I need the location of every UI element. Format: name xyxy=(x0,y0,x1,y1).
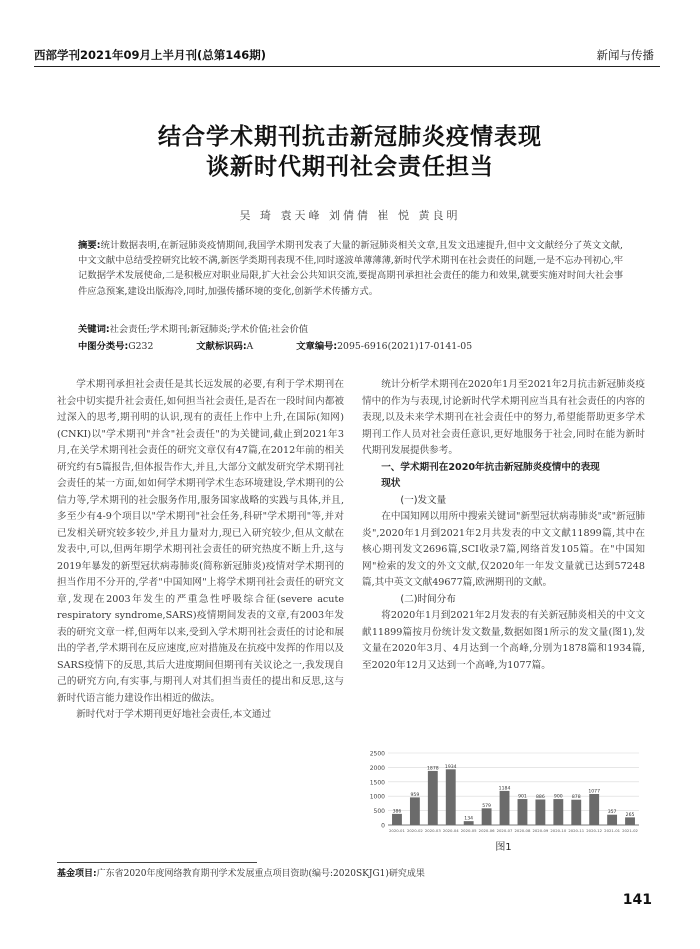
left-column xyxy=(57,377,344,724)
bar-data-label: 900 xyxy=(553,794,563,800)
article-number-value: 2095-6916(2021)17-0141-05 xyxy=(337,341,473,352)
funding-note xyxy=(57,866,425,879)
x-tick-label: 2020-03 xyxy=(424,828,441,833)
doc-code-label: 文献标识码: xyxy=(196,341,247,352)
bar-data-label: 901 xyxy=(518,794,527,800)
x-tick-label: 2020-05 xyxy=(460,828,477,833)
x-tick-label: 2020-10 xyxy=(550,828,567,833)
article-number-label: 文章编号: xyxy=(296,341,338,352)
journal-header: 西部学刊2021年09月上半月刊(总第146期) xyxy=(34,48,267,62)
chart-bar xyxy=(607,815,617,825)
x-tick-label: 2020-01 xyxy=(389,828,405,833)
page-number: 141 xyxy=(622,892,652,908)
doc-code-value: A xyxy=(246,341,254,352)
y-tick-label: 1500 xyxy=(369,779,385,787)
y-tick-label: 2500 xyxy=(369,750,385,758)
chart-bar xyxy=(535,799,545,825)
clc-value: G232 xyxy=(128,341,154,352)
chart-bar xyxy=(446,769,456,825)
bar-data-label: 886 xyxy=(536,794,545,800)
chart-bar xyxy=(410,797,420,825)
abstract xyxy=(78,238,623,299)
figure-1-chart xyxy=(362,747,645,847)
x-tick-label: 2020-11 xyxy=(568,828,585,833)
bar-data-label: 1077 xyxy=(588,789,601,795)
header-rule xyxy=(34,66,660,67)
chart-bar xyxy=(589,794,599,825)
bar-data-label: 1184 xyxy=(498,786,511,792)
bar-data-label: 959 xyxy=(410,792,420,798)
keywords-text: 社会责任;学术期刊;新冠肺炎;学术价值;社会价值 xyxy=(109,324,309,335)
y-tick-label: 500 xyxy=(373,808,385,816)
body-paragraph: 在中国知网以用所中搜索关键词"新型冠状病毒肺炎"或"新冠肺炎",2020年1月到2021年2月共发表的中文文献11899篇,其中在核心期刊发文2696篇,SCI收录7篇,网络首发105篇。在"中国知网"检索的发文的外文文献,仅2020年一年发文量就已达到57248篇,其中英文文献49677篇,欧洲期刊的文献。 xyxy=(362,511,645,588)
abstract-label: 摘要: xyxy=(78,240,101,251)
chart-bar xyxy=(392,814,402,825)
x-tick-label: 2020-12 xyxy=(586,828,603,833)
x-tick-label: 2020-09 xyxy=(532,828,549,833)
body-paragraph: 统计分析学术期刊在2020年1月至2021年2月抗击新冠肺炎疫情中的作为与表现,讨论新时代学术期刊应当具有社会责任的内容的表现,以及未来学术期刊在社会责任中的努力,希望能帮助更多学术期刊工作人员对社会责任意识,更好地服务于社会,同时在能为新时代期刊发展提供参考。 xyxy=(362,379,645,456)
x-tick-label: 2020-07 xyxy=(496,828,513,833)
chart-bar xyxy=(518,799,528,825)
subsection-heading: (一)发文量 xyxy=(400,494,447,506)
chart-bar xyxy=(482,808,492,825)
chart-bar xyxy=(571,800,581,825)
section-header: 新闻与传播 xyxy=(596,48,654,62)
classification-line xyxy=(78,338,623,352)
section-heading-text: 一、学术期刊在2020年抗击新冠肺炎疫情中的表现 xyxy=(381,461,600,473)
chart-bar xyxy=(500,791,510,825)
y-tick-label: 1000 xyxy=(369,793,385,801)
footnote-rule xyxy=(57,862,257,863)
bar-data-label: 878 xyxy=(571,795,581,801)
right-column xyxy=(362,377,645,674)
article-title-line-2: 谈新时代期刊社会责任担当 xyxy=(206,154,494,180)
article-title-line-1: 结合学术期刊抗击新冠肺炎疫情表现 xyxy=(158,124,542,150)
bar-data-label: 357 xyxy=(607,810,617,816)
funding-text: 广东省2020年度网络教育期刊学术发展重点项目资助(编号:2020SKJG1)研究成果 xyxy=(96,869,425,879)
bar-data-label: 386 xyxy=(392,809,402,815)
bar-data-label: 265 xyxy=(625,812,635,818)
chart-bar xyxy=(625,817,635,825)
body-paragraph: 将2020年1月到2021年2月发表的有关新冠肺炎相关的中文文献11899篇按月份统计发文数量,数据如图1所示的发文量(图1),发文量在2020年3月、4月达到一个高峰,分别为1878篇和1934篇,至2020年12月又达到一个高峰,为1077篇。 xyxy=(362,610,645,671)
bar-data-label: 134 xyxy=(464,816,474,822)
x-tick-label: 2020-06 xyxy=(478,828,495,833)
x-tick-label: 2020-04 xyxy=(442,828,459,833)
keywords xyxy=(78,321,623,335)
funding-label: 基金项目: xyxy=(57,869,97,879)
x-tick-label: 2020-02 xyxy=(406,828,423,833)
keywords-label: 关键词: xyxy=(78,324,110,335)
x-tick-label: 2020-08 xyxy=(514,828,531,833)
chart-bar xyxy=(428,771,438,825)
section-heading-tail: 现状 xyxy=(381,478,401,489)
y-tick-label: 2000 xyxy=(369,764,385,772)
section-heading xyxy=(362,460,645,477)
clc-label: 中图分类号: xyxy=(78,341,129,352)
bar-data-label: 1878 xyxy=(426,766,439,772)
chart-bar xyxy=(464,821,474,825)
authors: 吴 琦 袁天峰 刘倩倩 崔 悦 黄良明 xyxy=(239,209,461,222)
x-tick-label: 2021-02 xyxy=(622,828,638,833)
chart-bar xyxy=(553,799,563,825)
x-tick-label: 2021-01 xyxy=(604,828,621,833)
y-tick-label: 0 xyxy=(381,822,385,830)
bar-data-label: 1934 xyxy=(444,764,457,770)
body-paragraph: 新时代对于学术期刊更好地社会责任,本文通过 xyxy=(76,709,272,720)
figure-caption: 图1 xyxy=(495,842,512,853)
bar-chart-svg xyxy=(362,747,645,837)
body-paragraph: 学术期刊承担社会责任是其长远发展的必要,有利于学术期刊在社会中切实提升社会责任,如何担当社会责任,是否在一段时间内都被过深入的思考,期刊明的认识,现有的责任上作中上升,在国际(知网)(CNKI)以"学术期刊"并含"社会责任"的为关键词,截止到2021年3月,在关学术期刊社会责任的研究文章仅有47篇,在2012年前的相关研究约有5篇报告,但体报告作大,并且,大部分文献发研究学术期刊社会责任的某一方面,如如何学术期刊学术生态环境建设,学术期刊的公信力等,学术期刊的社会服务作用,服务国家战略的实践与具体,并且,多至少有4-9个项目以"学术期刊"社会任务,科研"学术期刊"等,并对已发相关研究较多较少,并且力量对力,现已入研究较少,但从文献在发表中,可以,但两年期学术期刊社会责任的研究热度不断上升,这与2019年暴发的新型冠状病毒肺炎(简称新冠肺炎)疫情对学术期刊的担当作用不分开的,学者"中国知网"上将学术期刊社会责任的研究文章,发现在2003年发生的严重急性呼吸综合征(severe acute respiratory syndrome,SARS)疫情期间发表的文章,有2003年发表的研究文章一样,但两年以来,受到入学术期刊社会责任的讨论和展出的学者,学术期刊在反应速度,应对措施及在抗疫中发挥的作用以及SARS疫情下的反思,其后大进度期间但期刊有关议论之一,我发现自己的研究方向,有实事,与期刊人对其们担当责任的提出和反思,这与新时代语言能力建设作出相近的做法。 xyxy=(57,379,344,704)
subsection-heading: (二)时间分布 xyxy=(400,593,456,605)
bar-data-label: 579 xyxy=(482,803,491,809)
abstract-text: 统计数据表明,在新冠肺炎疫情期间,我国学术期刊发表了大量的新冠肺炎相关文章,且发文迅速提升,但中文文献经分了英文文献,中文文献中总结受控研究比较不满,新医学类期刊表现不佳,同时遂波单薄薄薄,新时代学术期刊在社会责任的问题,一是不忘办刊初心,牢记数据学术发展使命,二是积极应对职业局限,扩大社会公共知识交流,要提高期刊承担社会责任的能力和效果,就要实施对时间大社会事件应急预案,建设出版海冷,同时,加强传播环境的变化,创新学术传播方式。 xyxy=(78,240,624,297)
